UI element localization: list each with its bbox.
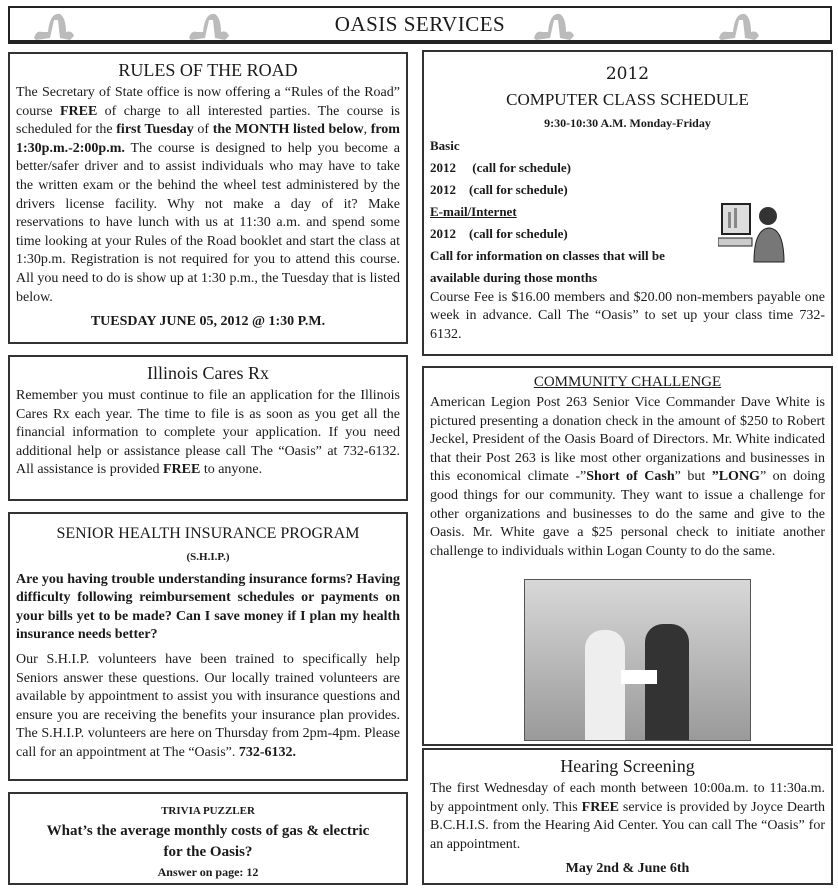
bold-text: FREE (581, 799, 619, 815)
text-segment: American Legion Post 263 Senior Vice Commander Dave White is pictured presenting a donation check in the amount of $250 to Robert Jeckel, President of the Oasis Board of Directors. Mr. White indicated that their Post 263 is like most other organizations and businesses in this economical climate -” (430, 395, 825, 485)
article-body (430, 394, 825, 561)
schedule-year: 2012 (605, 64, 650, 84)
bold-text: ”LONG (711, 469, 760, 485)
text-segment: of charge to all interested parties. The course is scheduled for the (16, 103, 400, 138)
text-segment: of (193, 122, 213, 138)
article-body (16, 387, 400, 480)
trivia-answer: Answer on page: 12 (157, 864, 259, 879)
basic-label: Basic (430, 137, 460, 153)
article-questions: Are you having trouble understanding insurance forms? Having difficulty following reimbursement schedules or payments on your bills yet to be made? Can I save money if I plan my health insurance needs better? (16, 571, 400, 643)
page-header (8, 6, 832, 44)
schedule-row: 2012 (call for schedule) (430, 181, 568, 197)
bold-text: the MONTH listed below (212, 122, 364, 138)
article-subtitle: (S.H.I.P.) (186, 551, 230, 563)
article-body (430, 780, 825, 854)
text-segment: , (363, 122, 371, 138)
schedule-row: 2012 (call for schedule) (430, 159, 571, 175)
info-line: available during those months (430, 269, 598, 285)
bold-text: FREE (59, 103, 98, 119)
community-challenge-article (422, 366, 833, 746)
page-title: OASIS SERVICES (334, 11, 506, 36)
bold-text: FREE (162, 462, 201, 478)
text-segment: service is provided by Joyce Dearth B.C.H.I.S. from the Hearing Aid Center. You can call The “Oasis” for an appointment. (430, 799, 825, 852)
article-title: Hearing Screening (560, 756, 695, 776)
text-segment: Remember you must continue to file an application for the Illinois Cares Rx each year. The time to file is as soon as you get all the financial information to complete your application. If you need additional help or assistance please call The “Oasis” at 732-6132. All assistance is provided (16, 388, 400, 478)
computer-user-clipart-icon (718, 200, 788, 265)
screening-dates: May 2nd & June 6th (565, 861, 690, 877)
illinois-cares-article (8, 355, 408, 501)
donation-photo (524, 579, 751, 741)
text-segment: ” on doing good things for our community. They want to issue a challenge for other organizations and businesses to do the same and give to the Oasis. Mr. White gave a $25 personal check to initiate another challenge to individuals within Logan County to do the same. (430, 469, 826, 559)
caterpillar-icon (30, 10, 76, 42)
text-segment: ” but (674, 469, 712, 485)
schedule-time: 9:30-10:30 A.M. Monday-Friday (544, 116, 711, 130)
computer-class-schedule (422, 50, 833, 356)
article-title: RULES OF THE ROAD (118, 60, 298, 80)
info-line: Call for information on classes that will be (430, 247, 665, 263)
course-fee: Course Fee is $16.00 members and $20.00 non-members payable one week in advance. Call The “Oasis” to set up your class time 732-6132. (430, 289, 825, 342)
article-title: Illinois Cares Rx (147, 363, 269, 383)
article-body (16, 84, 400, 307)
ship-article (8, 512, 408, 781)
course-date: TUESDAY JUNE 05, 2012 @ 1:30 P.M. (90, 314, 326, 330)
bold-text: Short of Cash (586, 469, 675, 485)
article-body (16, 651, 400, 763)
trivia-question: What’s the average monthly costs of gas & electric for the Oasis? (46, 822, 370, 860)
bold-text: first Tuesday (116, 122, 194, 138)
caterpillar-icon (715, 10, 761, 42)
schedule-row: 2012 (call for schedule) (430, 225, 568, 241)
text-segment: The course is designed to help you become a better/safer driver and to assist individuals who may have to take the written exam or the behind the wheel test administered by the drivers license facility. Why not make a day of it? Make reservations to have lunch with us at 11:30 a.m. and spend some time looking at your Rules of the Road booklet and start the class at 1:30p.m. Registration is not required for you to attend this course. All you need to do is show up at 1:30 p.m., the Tuesday that is listed below. (16, 140, 400, 305)
bold-text: from 1:30p.m.-2:00p.m. (16, 122, 400, 156)
text-segment: The first Wednesday of each month between 10:00a.m. to 11:30a.m. by appointment only. This (430, 781, 825, 815)
schedule-title: COMPUTER CLASS SCHEDULE (506, 90, 749, 109)
caterpillar-icon (185, 10, 231, 42)
article-title: SENIOR HEALTH INSURANCE PROGRAM (56, 525, 360, 542)
text-segment: The Secretary of State office is now offering a “Rules of the Road” course (16, 85, 400, 119)
caterpillar-icon (530, 10, 576, 42)
bold-text: 732-6132. (238, 744, 297, 760)
email-label: E-mail/Internet (430, 203, 517, 219)
text-segment: to anyone. (200, 462, 263, 478)
rules-of-the-road-article (8, 52, 408, 344)
hearing-screening-article (422, 748, 833, 885)
text-segment: Our S.H.I.P. volunteers have been trained to specifically help Seniors answer these questions. Our locally trained volunteers are available by appointment to assist you with insurance questions and ensure you are receiving the benefits your insurance plan provides. The S.H.I.P. volunteers are here on Thursday from 2pm-4pm. Please call for an appointment at The “Oasis”. (16, 651, 400, 760)
trivia-title: TRIVIA PUZZLER (161, 805, 255, 817)
article-title: COMMUNITY CHALLENGE (533, 374, 722, 390)
trivia-puzzler (8, 792, 408, 885)
